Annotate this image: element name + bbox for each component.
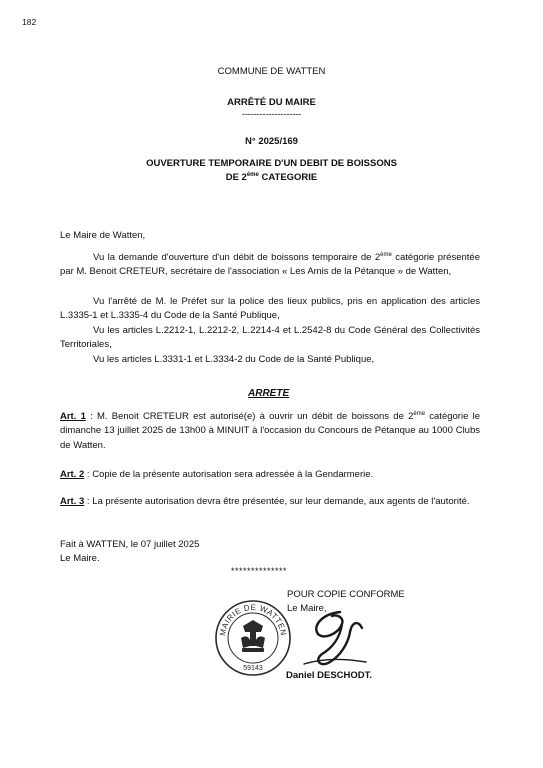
vu-public-health-code: Vu les articles L.3331-1 et L.3334-2 du Code de la Santé Publique, [93,354,375,365]
subject-line-2: DE 2ème CATEGORIE [225,171,318,183]
seal-postcode: 59143 [243,665,263,672]
article-2: Art. 2 : Copie de la présente autorisation sera adressée à la Gendarmerie. [60,469,374,480]
vu-request: Vu la demande d'ouverture d'un débit de boissons temporaire de 2ème catégorie présentée par M. Benoit CRETEUR, secrétaire de l'association « Les Amis de la Pétanque » de Watten, [60,251,480,278]
place-and-date: Fait à WATTEN, le 07 juillet 2025 [60,539,200,550]
article-1: Art. 1 : M. Benoit CRETEUR est autorisé(e) à ouvrir un débit de boissons de 2ème catégorie le dimanche 13 juillet 2025 de 13h00 à MINUIT à l'occasion du Concours de Pétanque au 1000 Clubs de Watten. [60,410,480,451]
copy-conforme: POUR COPIE CONFORME [287,589,405,600]
vu-collectivities-code: Vu les articles L.2212-1, L.2212-2, L.2214-4 et L.2542-8 du Code Général des Collectivités Territoriales, [60,325,480,351]
document-title: ARRÊTÉ DU MAIRE [227,97,316,108]
title-dashes: -------------------- [241,109,302,120]
signer-name: Daniel DESCHODT. [286,670,373,681]
copy-mayor: Le Maire, [287,603,327,614]
arrete-heading: ARRETE [248,388,290,399]
mairie-seal [213,598,293,678]
subject-line-1: OUVERTURE TEMPORAIRE D'UN DEBIT DE BOISSONS [146,158,397,169]
handwritten-signature [300,604,372,676]
seal-ring-text: MAIRIE DE WATTEN [217,602,289,637]
decree-number: N° 2025/169 [245,136,298,147]
commune-heading: COMMUNE DE WATTEN [217,66,326,77]
page-number: 182 [22,17,37,27]
separator-stars: ************** [231,566,288,576]
vu-prefect-order: Vu l'arrêté de M. le Préfet sur la police des lieux publics, pris en application des articles L.3335-1 et L.3335-4 du Code de la Santé Publique, [60,296,480,322]
mayor-title: Le Maire. [60,553,100,564]
salutation: Le Maire de Watten, [60,230,146,241]
coat-of-arms-icon [241,620,265,652]
article-3: Art. 3 : La présente autorisation devra être présentée, sur leur demande, aux agents de l'autorité. [60,496,470,507]
